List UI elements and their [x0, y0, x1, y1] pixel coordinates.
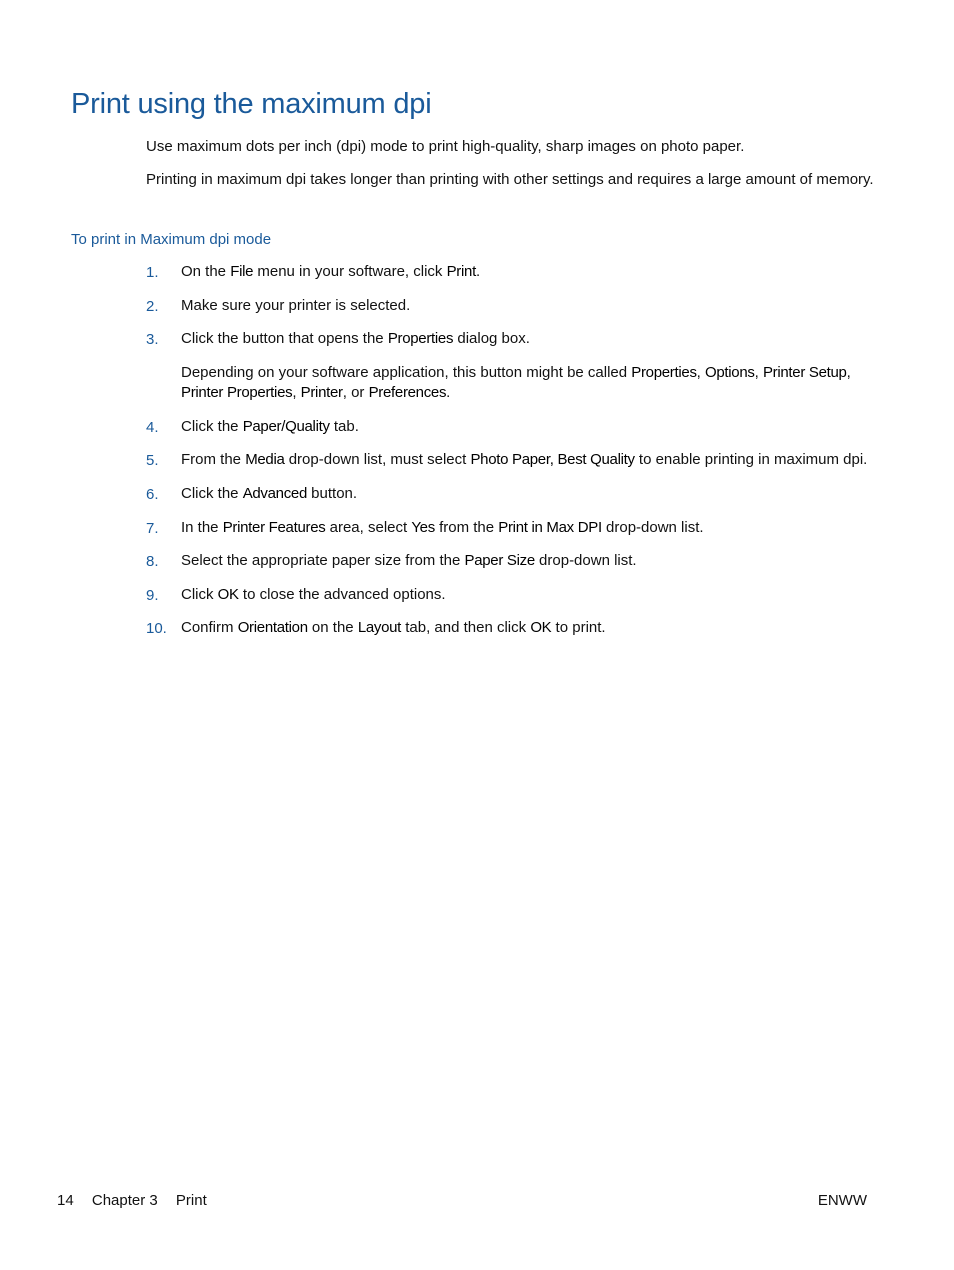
- step-number: 3.: [146, 331, 159, 349]
- step-text: [181, 329, 876, 349]
- step-text-run: Depending on your software application, this button might be called: [181, 364, 632, 382]
- step-text: [181, 484, 876, 504]
- step-item: [146, 518, 876, 538]
- ui-term: Properties: [631, 364, 697, 382]
- step-text-run: Click: [181, 585, 218, 603]
- ui-term: Yes: [411, 518, 435, 536]
- step-number: 2.: [146, 297, 159, 315]
- step-text-run: dialog box.: [453, 330, 530, 348]
- ui-term: Media: [245, 451, 285, 469]
- step-text-run: .: [475, 263, 481, 280]
- ui-term: Preferences: [368, 384, 447, 402]
- step-item: [146, 417, 876, 437]
- ui-term: Paper Size: [464, 552, 535, 570]
- step-note: [181, 363, 876, 403]
- ui-term: OK: [530, 619, 552, 637]
- ui-term: Orientation: [237, 619, 308, 637]
- step-text-run: area, select: [325, 518, 412, 536]
- step-text: [181, 585, 876, 605]
- ui-term: Paper/Quality: [242, 417, 330, 435]
- step-text-run: .: [446, 384, 451, 402]
- step-text: [181, 417, 876, 437]
- step-text-run: drop-down list, must select: [284, 451, 471, 469]
- step-text-run: on the: [307, 619, 358, 637]
- step-number: 10.: [146, 620, 167, 638]
- step-item: [146, 484, 876, 504]
- ui-term: Properties: [387, 330, 454, 348]
- ui-term: Options: [705, 364, 755, 382]
- step-number: 7.: [146, 519, 159, 537]
- step-text-run: from the: [434, 518, 499, 536]
- step-text-run: From the: [181, 451, 246, 469]
- step-text-run: Make sure your printer is selected.: [181, 296, 411, 314]
- chapter-title: Print: [175, 1192, 207, 1209]
- step-number: 4.: [146, 418, 159, 436]
- step-text-run: tab.: [329, 417, 359, 435]
- ui-term: Printer Properties: [181, 384, 293, 402]
- ui-term: File: [230, 263, 254, 280]
- step-text: [181, 551, 876, 571]
- step-text: [181, 518, 876, 538]
- step-text-run: to enable printing in maximum dpi.: [634, 451, 868, 469]
- ui-term: Print in Max DPI: [498, 518, 602, 536]
- step-number: 1.: [146, 264, 159, 281]
- step-text-run: ,: [292, 384, 301, 402]
- ui-term: Printer Setup: [762, 364, 847, 382]
- step-item: [146, 296, 876, 316]
- step-text-run: Select the appropriate paper size from the: [181, 552, 465, 570]
- step-text: [181, 296, 876, 316]
- steps-list: [146, 262, 876, 652]
- ui-term: Printer: [300, 384, 343, 402]
- step-item: [146, 585, 876, 605]
- step-item: [146, 618, 876, 638]
- step-text-run: Click the: [181, 417, 243, 435]
- step-number: 9.: [146, 586, 159, 604]
- step-text-run: ,: [696, 364, 705, 382]
- step-item: [146, 450, 876, 470]
- step-text-run: to print.: [551, 619, 606, 637]
- step-number: 5.: [146, 452, 159, 470]
- step-text-run: drop-down list.: [601, 518, 704, 536]
- chapter-label: Chapter 3: [91, 1192, 158, 1209]
- ui-term: Advanced: [242, 484, 308, 502]
- step-item: [146, 551, 876, 571]
- step-text-run: button.: [307, 484, 358, 502]
- step-text: [181, 450, 876, 470]
- ui-term: Print: [446, 263, 476, 280]
- intro-paragraph: Printing in maximum dpi takes longer than printing with other settings and requires a large amount of memory.: [146, 171, 874, 188]
- page-footer-right: ENWW: [817, 1192, 867, 1209]
- step-number: 6.: [146, 485, 159, 503]
- step-text-run: , or: [342, 384, 369, 402]
- step-text: [181, 262, 876, 282]
- ui-term: Photo Paper, Best Quality: [470, 451, 635, 469]
- ui-term: OK: [217, 585, 239, 603]
- ui-term: Printer Features: [222, 518, 326, 536]
- step-text-run: On the: [181, 263, 231, 280]
- ui-term: Layout: [357, 619, 402, 637]
- step-item: [146, 262, 876, 282]
- step-text-run: Click the: [181, 484, 243, 502]
- step-text-run: ,: [846, 364, 851, 382]
- page-number: 14: [57, 1192, 74, 1209]
- step-text-run: Confirm: [181, 619, 238, 637]
- step-text-run: drop-down list.: [534, 552, 637, 570]
- section-heading: To print in Maximum dpi mode: [71, 231, 272, 248]
- step-text: [181, 618, 876, 638]
- step-item: [146, 329, 876, 403]
- step-number: 8.: [146, 553, 159, 571]
- step-text-run: to close the advanced options.: [238, 585, 446, 603]
- step-text-run: Click the button that opens the: [181, 330, 388, 348]
- intro-paragraph: Use maximum dots per inch (dpi) mode to print high-quality, sharp images on photo paper.: [146, 138, 745, 155]
- step-text-run: In the: [181, 518, 223, 536]
- page-title: Print using the maximum dpi: [71, 88, 432, 120]
- step-text-run: ,: [754, 364, 763, 382]
- step-text-run: menu in your software, click: [253, 263, 447, 280]
- step-text-run: tab, and then click: [401, 619, 531, 637]
- page-footer-left: [57, 1191, 221, 1211]
